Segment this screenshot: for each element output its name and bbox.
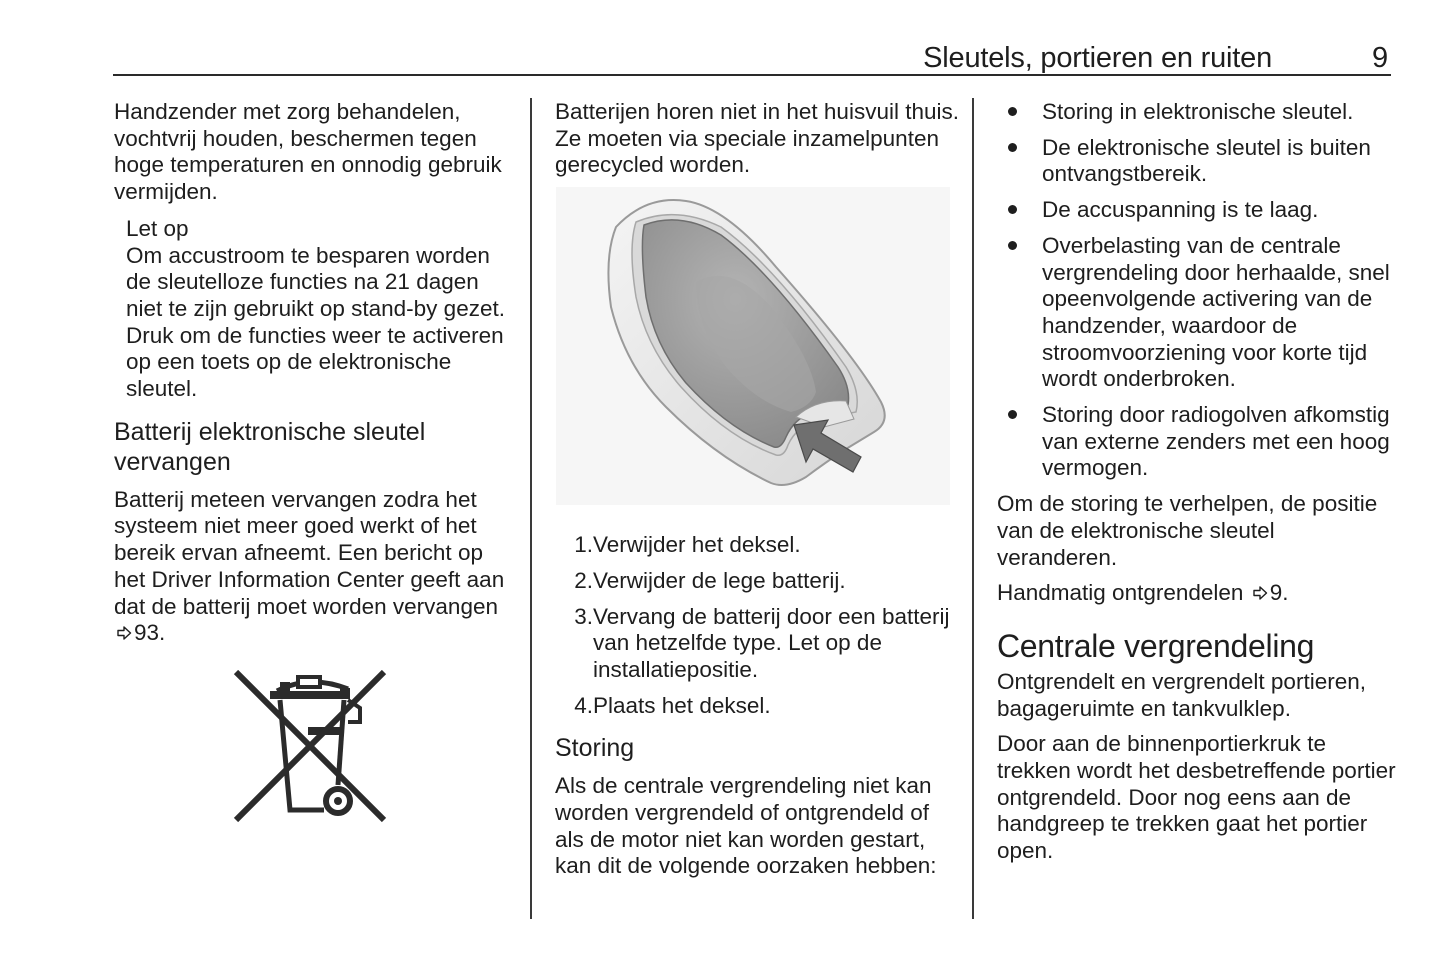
step-text: Vervang de batterij door een batterij van hetzelfde type. Let op de installatiepositie. <box>593 603 950 682</box>
step-item <box>555 604 960 684</box>
manual-unlock-label: Handmatig ontgrendelen <box>997 580 1244 606</box>
note-text: Om accustroom te besparen worden de sleutelloze functies na 21 dagen niet te zijn gebruikt op stand-by gezet. Druk om de functies weer te activeren op een toets op de elektronische sleutel. <box>126 242 505 402</box>
crossed-out-bin-icon <box>232 670 388 824</box>
step-text: Plaats het deksel. <box>593 692 771 718</box>
bullet-text: De accuspanning is te laag. <box>1042 197 1319 223</box>
step-text: Verwijder de lege batterij. <box>593 567 846 593</box>
step-number: 3. <box>574 603 593 629</box>
header-rule <box>113 74 1391 76</box>
battery-text: Batterij meteen vervangen zodra het systeem niet meer goed werkt of het bereik ervan afneemt. Een bericht op het Driver Information Center geeft aan dat de batterij moet worden vervangen <box>114 486 505 619</box>
step-item <box>555 693 960 720</box>
section-heading-storing: Storing <box>555 734 635 763</box>
step-number: 4. <box>574 692 593 718</box>
bullet-icon <box>997 99 1042 126</box>
bullet-text: Overbelasting van de centrale vergrendeling door herhaalde, snel opeenvolgende activering van de handzender, waardoor de stroomvoorziening voor korte tijd wordt onderbroken. <box>1042 232 1390 392</box>
manual-unlock-page-reference[interactable]: 9. <box>1269 580 1289 606</box>
note-title: Let op <box>126 215 189 241</box>
bullet-item <box>997 233 1397 393</box>
intro-paragraph: Handzender met zorg behandelen, vochtvrij houden, beschermen tegen hoge temperaturen en onnodig gebruik vermijden. <box>114 99 502 205</box>
disposal-paragraph: Batterijen horen niet in het huisvuil thuis. Ze moeten via speciale inzamelpunten gerecycled worden. <box>555 99 959 178</box>
bullet-item <box>997 99 1397 126</box>
column-3 <box>997 99 1397 874</box>
step-number: 2. <box>574 567 593 593</box>
remedy-paragraph: Om de storing te verhelpen, de positie van de elektronische sleutel veranderen. <box>997 491 1378 570</box>
bullet-item <box>997 197 1397 224</box>
step-text: Verwijder het deksel. <box>593 532 801 558</box>
page-reference-arrow-icon <box>1252 581 1268 597</box>
storing-paragraph: Als de centrale vergrendeling niet kan worden vergrendeld of ontgrendeld of als de motor niet kan worden gestart, kan dit de volgende oorzaken hebben: <box>555 773 937 879</box>
central-locking-paragraph-2: Door aan de binnenportierkruk te trekken wordt het desbetreffende portier ontgrendeld. Door nog eens aan de handgreep te trekken gaat het portier open. <box>997 731 1396 864</box>
bullet-text: Storing door radiogolven afkomstig van externe zenders met een hoog vermogen. <box>1042 402 1390 481</box>
column-1 <box>114 99 514 656</box>
bullet-icon <box>997 135 1042 188</box>
bullet-text: De elektronische sleutel is buiten ontvangstbereik. <box>1042 134 1371 187</box>
note-box <box>126 216 514 403</box>
central-locking-paragraph-1: Ontgrendelt en vergrendelt portieren, bagageruimte en tankvulklep. <box>997 668 1366 721</box>
section-heading-central-locking: Centrale vergrendeling <box>997 627 1315 664</box>
bullet-icon <box>997 197 1042 224</box>
bullet-text: Storing in elektronische sleutel. <box>1042 99 1354 124</box>
bullet-icon <box>997 233 1042 393</box>
step-item <box>555 532 960 559</box>
bullet-item <box>997 402 1397 482</box>
step-item <box>555 568 960 595</box>
key-fob-illustration <box>556 187 950 505</box>
page-reference-arrow-icon <box>116 621 132 637</box>
bullet-icon <box>997 402 1042 482</box>
fault-causes-list <box>997 99 1397 482</box>
running-header-title: Sleutels, portieren en ruiten <box>923 42 1272 74</box>
column-divider-1 <box>530 98 532 919</box>
step-number: 1. <box>574 532 593 558</box>
battery-paragraph <box>114 487 514 647</box>
battery-page-reference[interactable]: 93. <box>134 620 166 646</box>
page-number: 9 <box>1372 42 1389 74</box>
manual-unlock-reference <box>997 580 1397 607</box>
bullet-item <box>997 135 1397 188</box>
battery-replacement-steps <box>555 532 960 719</box>
section-heading-battery: Batterij elektronische sleutel vervangen <box>114 417 426 476</box>
column-divider-2 <box>972 98 974 919</box>
